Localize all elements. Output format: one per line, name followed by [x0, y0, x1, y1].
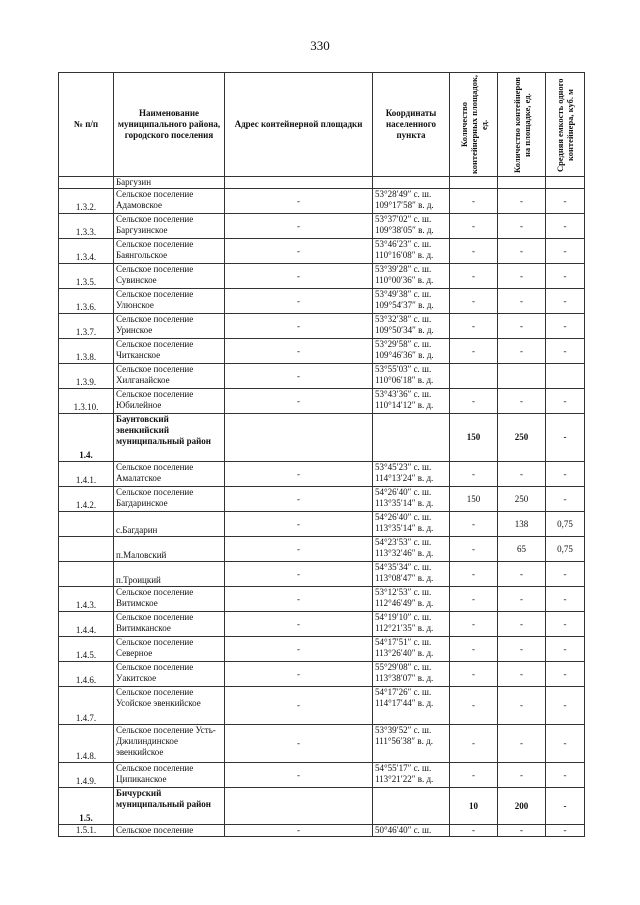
- table-row: [59, 214, 585, 239]
- table-row: [59, 189, 585, 214]
- row-count-sites: -: [450, 314, 498, 339]
- row-address: -: [225, 364, 373, 389]
- header-count-containers: [498, 73, 546, 177]
- row-count-containers: 65: [498, 537, 546, 562]
- row-address: -: [225, 389, 373, 414]
- row-coords: 54°35′34″ с. ш. 113°08′47″ в. д.: [373, 562, 450, 587]
- row-avg-volume: -: [546, 264, 585, 289]
- header-count-containers-text: Количество контейнеров на площадке, ед.: [511, 76, 532, 173]
- row-coords: 54°17′26″ с. ш. 114°17′44″ в. д.: [373, 687, 450, 725]
- header-num: № п/п: [59, 73, 114, 177]
- row-name: Сельское поселение Уакитское: [114, 662, 225, 687]
- table-row: [59, 264, 585, 289]
- row-count-containers: -: [498, 687, 546, 725]
- row-coords: 53°45′23″ с. ш. 114°13′24″ в. д.: [373, 462, 450, 487]
- row-coords: [373, 414, 450, 462]
- row-count-containers: -: [498, 239, 546, 264]
- row-address: -: [225, 289, 373, 314]
- row-avg-volume: -: [546, 239, 585, 264]
- row-name: Баргузин: [114, 177, 225, 189]
- row-num: 1.3.6.: [59, 289, 114, 314]
- row-address: -: [225, 662, 373, 687]
- row-name: п.Маловский: [114, 537, 225, 562]
- table-row: [59, 289, 585, 314]
- row-coords: 50°46′40″ с. ш.: [373, 825, 450, 837]
- table-row: [59, 389, 585, 414]
- row-name: Сельское поселение Баянгольское: [114, 239, 225, 264]
- row-name: Сельское поселение Витимское: [114, 587, 225, 612]
- row-coords: 53°49′38″ с. ш. 109°54′37″ в. д.: [373, 289, 450, 314]
- row-count-sites: -: [450, 562, 498, 587]
- row-coords: 53°39′52″ с. ш. 111°56′38″ в. д.: [373, 725, 450, 763]
- row-name: Сельское поселение Уринское: [114, 314, 225, 339]
- row-coords: 53°55′03″ с. ш. 110°06′18″ в. д.: [373, 364, 450, 389]
- row-num: 1.3.3.: [59, 214, 114, 239]
- row-count-sites: -: [450, 612, 498, 637]
- row-address: -: [225, 612, 373, 637]
- row-count-sites: -: [450, 587, 498, 612]
- row-num: 1.4.6.: [59, 662, 114, 687]
- row-name: Баунтовский эвенкийский муниципальный район: [114, 414, 225, 462]
- row-count-containers: -: [498, 314, 546, 339]
- row-count-sites: -: [450, 687, 498, 725]
- row-num: 1.4.5.: [59, 637, 114, 662]
- row-num: 1.4.: [59, 414, 114, 462]
- row-num: 1.3.8.: [59, 339, 114, 364]
- table-row: [59, 487, 585, 512]
- row-count-containers: -: [498, 339, 546, 364]
- row-count-containers: 138: [498, 512, 546, 537]
- row-name: Сельское поселение Северное: [114, 637, 225, 662]
- row-count-containers: [498, 364, 546, 389]
- table-row: [59, 462, 585, 487]
- row-avg-volume: -: [546, 612, 585, 637]
- row-avg-volume: -: [546, 825, 585, 837]
- row-address: [225, 414, 373, 462]
- row-avg-volume: -: [546, 763, 585, 788]
- row-count-containers: -: [498, 389, 546, 414]
- row-avg-volume: [546, 177, 585, 189]
- row-num: 1.5.: [59, 788, 114, 825]
- table-row: [59, 788, 585, 825]
- row-num: 1.4.3.: [59, 587, 114, 612]
- table-row: [59, 537, 585, 562]
- row-num: 1.3.4.: [59, 239, 114, 264]
- row-num: 1.3.5.: [59, 264, 114, 289]
- row-coords: 53°37′02″ с. ш. 109°38′05″ в. д.: [373, 214, 450, 239]
- header-coords: Координаты населенного пункта: [373, 73, 450, 177]
- row-count-sites: -: [450, 537, 498, 562]
- table-row: [59, 825, 585, 837]
- row-num: 1.4.2.: [59, 487, 114, 512]
- row-name: Сельское поселение Амалатское: [114, 462, 225, 487]
- row-coords: 54°17′51″ с. ш. 113°26′40″ в. д.: [373, 637, 450, 662]
- containers-table: [58, 72, 585, 837]
- row-count-sites: 150: [450, 414, 498, 462]
- row-coords: 53°46′23″ с. ш. 110°16′08″ в. д.: [373, 239, 450, 264]
- row-count-containers: -: [498, 214, 546, 239]
- row-count-sites: -: [450, 637, 498, 662]
- row-name: Сельское поселение Сувинское: [114, 264, 225, 289]
- row-name: Сельское поселение Витимканское: [114, 612, 225, 637]
- row-num: 1.4.7.: [59, 687, 114, 725]
- row-coords: 53°39′28″ с. ш. 110°00′36″ в. д.: [373, 264, 450, 289]
- row-avg-volume: 0,75: [546, 537, 585, 562]
- row-coords: [373, 788, 450, 825]
- row-count-containers: -: [498, 637, 546, 662]
- row-coords: 54°26′40″ с. ш. 113°35′14″ в. д.: [373, 487, 450, 512]
- row-name: Сельское поселение: [114, 825, 225, 837]
- row-address: -: [225, 487, 373, 512]
- row-num: 1.3.2.: [59, 189, 114, 214]
- row-coords: 53°29′58″ с. ш. 109°46′36″ в. д.: [373, 339, 450, 364]
- row-count-sites: -: [450, 289, 498, 314]
- row-name: Сельское поселение Улюнское: [114, 289, 225, 314]
- row-count-containers: -: [498, 612, 546, 637]
- row-address: -: [225, 512, 373, 537]
- row-num: [59, 177, 114, 189]
- row-address: [225, 177, 373, 189]
- row-address: -: [225, 825, 373, 837]
- header-avg-volume: [546, 73, 585, 177]
- table-row: [59, 587, 585, 612]
- row-num: 1.3.10.: [59, 389, 114, 414]
- header-name: Наименование муниципального района, городского поселения: [114, 73, 225, 177]
- row-avg-volume: -: [546, 687, 585, 725]
- row-address: -: [225, 239, 373, 264]
- header-count-sites: [450, 73, 498, 177]
- row-avg-volume: -: [546, 725, 585, 763]
- row-avg-volume: -: [546, 214, 585, 239]
- row-avg-volume: [546, 364, 585, 389]
- row-avg-volume: -: [546, 314, 585, 339]
- row-count-sites: -: [450, 725, 498, 763]
- header-count-sites-text: Количество контейнерных площадок, ед.: [458, 75, 489, 174]
- row-address: [225, 788, 373, 825]
- row-num: 1.4.9.: [59, 763, 114, 788]
- row-count-sites: -: [450, 389, 498, 414]
- row-address: -: [225, 637, 373, 662]
- row-coords: 54°23′53″ с. ш. 113°32′46″ в. д.: [373, 537, 450, 562]
- row-name: Сельское поселение Усть-Джилиндинское эвенкийское: [114, 725, 225, 763]
- row-name: Сельское поселение Усойское эвенкийское: [114, 687, 225, 725]
- row-avg-volume: -: [546, 637, 585, 662]
- row-count-sites: [450, 364, 498, 389]
- row-name: п.Троицкий: [114, 562, 225, 587]
- table-row: [59, 763, 585, 788]
- row-count-sites: -: [450, 214, 498, 239]
- row-avg-volume: -: [546, 587, 585, 612]
- table-row: [59, 687, 585, 725]
- row-count-containers: -: [498, 264, 546, 289]
- table-row: [59, 612, 585, 637]
- row-num: [59, 562, 114, 587]
- row-avg-volume: -: [546, 189, 585, 214]
- row-num: 1.4.1.: [59, 462, 114, 487]
- row-count-sites: -: [450, 239, 498, 264]
- row-count-containers: [498, 177, 546, 189]
- row-num: 1.4.4.: [59, 612, 114, 637]
- row-address: -: [225, 562, 373, 587]
- row-count-sites: [450, 177, 498, 189]
- row-avg-volume: 0,75: [546, 512, 585, 537]
- table-row: [59, 364, 585, 389]
- row-address: -: [225, 339, 373, 364]
- row-name: Сельское поселение Багдаринское: [114, 487, 225, 512]
- row-name: Сельское поселение Адамовское: [114, 189, 225, 214]
- row-coords: [373, 177, 450, 189]
- table-body: [59, 177, 585, 837]
- row-coords: 54°55′17″ с. ш. 113°21′22″ в. д.: [373, 763, 450, 788]
- row-address: -: [225, 264, 373, 289]
- row-address: -: [225, 537, 373, 562]
- row-name: Сельское поселение Баргузинское: [114, 214, 225, 239]
- header-address: Адрес контейнерной площадки: [225, 73, 373, 177]
- page-number: 330: [310, 38, 330, 53]
- row-count-sites: -: [450, 662, 498, 687]
- row-count-containers: -: [498, 189, 546, 214]
- row-name: с.Багдарин: [114, 512, 225, 537]
- row-count-containers: -: [498, 587, 546, 612]
- row-address: -: [225, 189, 373, 214]
- row-num: 1.3.7.: [59, 314, 114, 339]
- row-avg-volume: -: [546, 389, 585, 414]
- row-name: Сельское поселение Юбилейное: [114, 389, 225, 414]
- row-num: 1.3.9.: [59, 364, 114, 389]
- row-count-containers: -: [498, 825, 546, 837]
- row-count-containers: -: [498, 562, 546, 587]
- row-count-containers: -: [498, 662, 546, 687]
- row-avg-volume: -: [546, 788, 585, 825]
- row-count-sites: -: [450, 339, 498, 364]
- table-row: [59, 562, 585, 587]
- table-row: [59, 339, 585, 364]
- row-avg-volume: -: [546, 462, 585, 487]
- row-count-sites: -: [450, 825, 498, 837]
- row-count-sites: -: [450, 462, 498, 487]
- row-coords: 54°19′10″ с. ш. 112°21′35″ в. д.: [373, 612, 450, 637]
- row-count-sites: -: [450, 512, 498, 537]
- row-count-sites: 10: [450, 788, 498, 825]
- row-count-sites: 150: [450, 487, 498, 512]
- table-row: [59, 662, 585, 687]
- table-row: [59, 314, 585, 339]
- row-count-containers: 250: [498, 487, 546, 512]
- table-row: [59, 725, 585, 763]
- row-num: [59, 512, 114, 537]
- row-name: Сельское поселение Ципиканское: [114, 763, 225, 788]
- row-avg-volume: -: [546, 487, 585, 512]
- table-row: [59, 239, 585, 264]
- row-address: -: [225, 725, 373, 763]
- row-count-containers: 250: [498, 414, 546, 462]
- row-coords: 54°26′40″ с. ш. 113°35′14″ в. д.: [373, 512, 450, 537]
- row-avg-volume: -: [546, 339, 585, 364]
- table-row: [59, 177, 585, 189]
- row-num: 1.5.1.: [59, 825, 114, 837]
- row-name: Сельское поселение Хилганайское: [114, 364, 225, 389]
- row-address: -: [225, 587, 373, 612]
- row-coords: 53°28′49″ с. ш. 109°17′58″ в. д.: [373, 189, 450, 214]
- row-count-sites: -: [450, 189, 498, 214]
- table-row: [59, 637, 585, 662]
- row-address: -: [225, 462, 373, 487]
- row-count-containers: -: [498, 462, 546, 487]
- row-count-sites: -: [450, 264, 498, 289]
- row-coords: 53°43′36″ с. ш. 110°14′12″ в. д.: [373, 389, 450, 414]
- row-coords: 53°32′38″ с. ш. 109°50′34″ в. д.: [373, 314, 450, 339]
- row-name: Бичурский муниципальный район: [114, 788, 225, 825]
- row-count-containers: 200: [498, 788, 546, 825]
- row-count-sites: -: [450, 763, 498, 788]
- table-header-row: [59, 73, 585, 177]
- row-address: -: [225, 314, 373, 339]
- row-name: Сельское поселение Читканское: [114, 339, 225, 364]
- row-count-containers: -: [498, 725, 546, 763]
- row-avg-volume: -: [546, 562, 585, 587]
- table-row: [59, 414, 585, 462]
- header-avg-volume-text: Средняя емкость одного контейнера, куб. м: [555, 77, 575, 172]
- row-count-containers: -: [498, 289, 546, 314]
- row-address: -: [225, 687, 373, 725]
- row-avg-volume: -: [546, 414, 585, 462]
- table-row: [59, 512, 585, 537]
- row-avg-volume: -: [546, 289, 585, 314]
- row-num: 1.4.8.: [59, 725, 114, 763]
- row-avg-volume: -: [546, 662, 585, 687]
- row-address: -: [225, 763, 373, 788]
- row-coords: 53°12′53″ с. ш. 112°46′49″ в. д.: [373, 587, 450, 612]
- row-coords: 55°29′08″ с. ш. 113°38′07″ в. д.: [373, 662, 450, 687]
- row-num: [59, 537, 114, 562]
- row-count-containers: -: [498, 763, 546, 788]
- row-address: -: [225, 214, 373, 239]
